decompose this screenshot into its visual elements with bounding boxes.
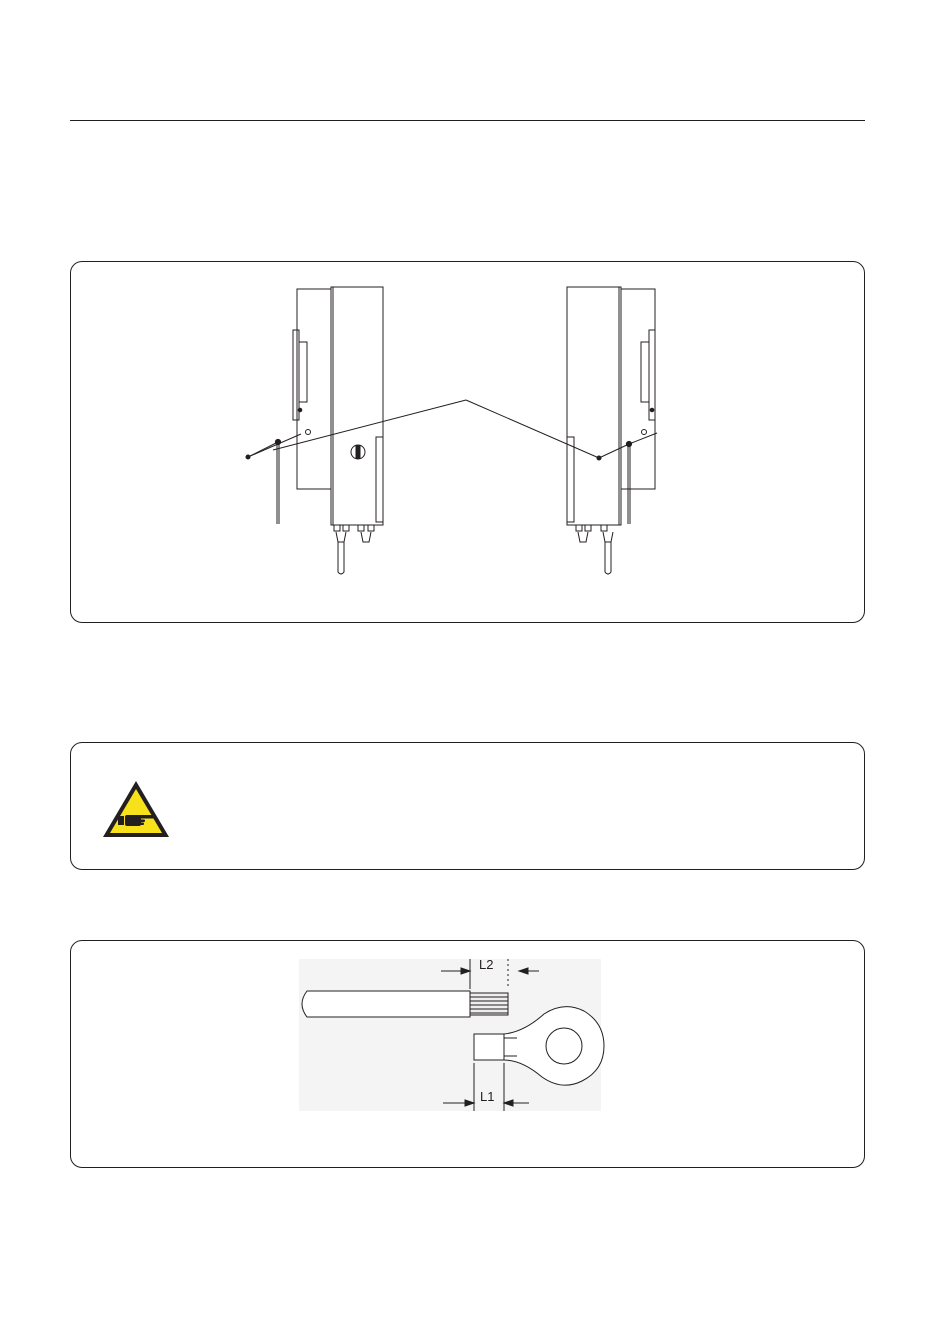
left-inverter-side-view [246, 287, 383, 574]
inverter-side-views-drawing [71, 262, 866, 624]
grounding-figure-panel [70, 261, 865, 623]
dimension-label-l2: L2 [479, 957, 494, 972]
right-inverter-side-view [567, 287, 657, 574]
note-box [70, 742, 865, 870]
dimension-label-l1: L1 [480, 1089, 495, 1104]
stripped-conductor [470, 993, 508, 1015]
warning-hand-icon [101, 779, 171, 839]
header-rule [70, 120, 865, 121]
terminal-figure-panel [70, 940, 865, 1168]
cable-insulation [302, 991, 470, 1017]
ring-terminal-drawing [71, 941, 866, 1169]
